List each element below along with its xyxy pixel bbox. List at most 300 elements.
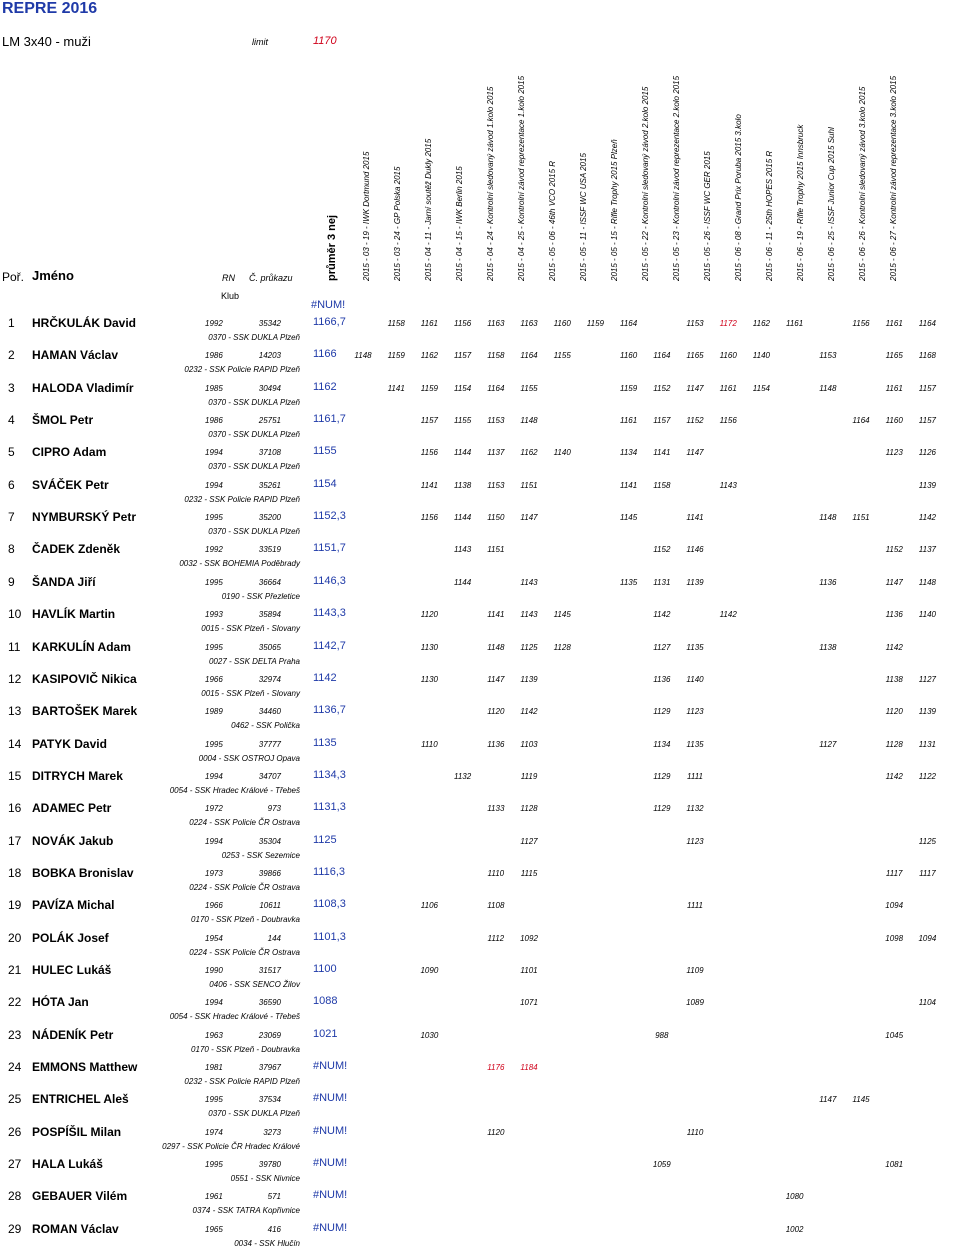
score-cell: 1131: [918, 739, 936, 749]
score-cell: 1164: [918, 319, 936, 328]
score-cell: 1110: [686, 1127, 704, 1137]
club-name: 0374 - SSK TATRA Kopřivnice: [192, 1206, 300, 1216]
competition-header: 2015 - 05 - 06 - 46th VCO 2015 R: [548, 160, 557, 281]
card-number: 37967: [258, 1063, 281, 1073]
rank-cell: 4: [8, 413, 15, 428]
table-row: [0, 639, 960, 678]
card-number: 34460: [258, 707, 281, 717]
average-score: 1166,7: [313, 316, 346, 328]
score-cell: 1160: [885, 416, 903, 426]
score-cell: 1153: [819, 351, 837, 361]
score-cell: 1094: [885, 901, 904, 911]
score-cell: 1117: [885, 868, 903, 878]
column-header-average: průměr 3 nej: [326, 214, 338, 281]
club-name: 0032 - SSK BOHEMIA Poděbrady: [179, 559, 300, 569]
score-cell: 1164: [520, 351, 538, 361]
card-number: 35065: [258, 642, 281, 652]
table-row: [0, 898, 960, 936]
score-cell: 1111: [686, 901, 703, 911]
score-cell: 1158: [387, 319, 405, 328]
average-score: #NUM!: [313, 1157, 348, 1170]
athlete-name: POLÁK Josef: [32, 930, 109, 945]
athlete-name: BARTOŠEK Marek: [32, 704, 138, 719]
score-cell: 1136: [819, 577, 837, 587]
score-cell: 1002: [785, 1224, 804, 1234]
card-number: 37108: [258, 448, 281, 458]
competition-header: 2015 - 06 - 26 - Kontrolní sledovaný závod 3.kolo 2015: [858, 86, 867, 281]
score-cell: 1162: [752, 319, 770, 328]
score-cell: 1144: [453, 448, 472, 458]
rank-cell: 9: [8, 574, 15, 589]
score-cell: 1161: [619, 416, 638, 426]
score-cell: 1139: [918, 707, 936, 717]
competition-header: 2015 - 05 - 15 - Rifle Trophy 2015 Plzeň: [610, 139, 619, 281]
table-row: [0, 348, 960, 386]
average-score: 1155: [313, 445, 337, 458]
score-cell: 1157: [918, 416, 936, 426]
score-cell: 1147: [819, 1095, 837, 1105]
average-score: #NUM!: [313, 1221, 348, 1234]
birth-year: 1989: [205, 707, 223, 717]
score-cell: 1130: [420, 642, 438, 652]
club-name: 0406 - SSK SENCO Žilov: [209, 980, 300, 989]
average-score: 1166: [313, 348, 337, 361]
score-cell: 1147: [520, 513, 538, 523]
score-cell: 1141: [387, 383, 405, 393]
club-name: 0370 - SSK DUKLA Plzeň: [208, 430, 300, 440]
score-cell: 1161: [420, 319, 438, 328]
athlete-name: EMMONS Matthew: [32, 1060, 138, 1075]
score-cell: 1148: [520, 416, 538, 426]
score-cell: 1152: [653, 545, 671, 555]
club-name: 0232 - SSK Policie RAPID Plzeň: [184, 1077, 300, 1087]
score-cell: 1164: [487, 383, 505, 393]
score-cell: 1158: [487, 351, 505, 361]
score-cell: 1045: [885, 1030, 904, 1040]
rank-cell: 2: [8, 348, 15, 363]
score-cell: 1157: [453, 351, 472, 361]
rank-cell: 10: [8, 607, 22, 622]
score-cell: 1151: [852, 513, 870, 523]
competition-header: 2015 - 04 - 11 - Jarní soutěž Dukly 2015: [424, 138, 433, 281]
athlete-name: NYMBURSKÝ Petr: [32, 510, 137, 525]
score-cell: 1127: [918, 674, 936, 684]
score-cell: 1128: [520, 804, 538, 814]
average-score: 1154: [313, 477, 337, 490]
table-row: [0, 445, 960, 483]
score-cell: 988: [655, 1030, 669, 1040]
average-score: 1101,3: [313, 930, 346, 943]
score-cell: 1159: [619, 383, 638, 393]
score-cell: 1158: [653, 480, 671, 490]
birth-year: 1986: [205, 416, 223, 426]
average-score: 1100: [313, 963, 337, 975]
rank-cell: 11: [8, 639, 21, 654]
rank-cell: 13: [8, 704, 22, 719]
birth-year: 1994: [205, 448, 223, 458]
score-cell: 1104: [918, 998, 936, 1008]
rank-cell: 5: [8, 445, 15, 460]
club-name: 0297 - SSK Policie ČR Hradec Králové: [162, 1141, 300, 1151]
score-cell: 1139: [918, 480, 936, 490]
score-cell: 1164: [653, 351, 671, 361]
score-cell: 1120: [487, 707, 505, 717]
athlete-name: KARKULÍN Adam: [32, 639, 131, 654]
score-cell: 1154: [752, 383, 770, 393]
score-cell: 1157: [420, 416, 438, 426]
score-cell: 1112: [487, 933, 505, 943]
score-cell: 1110: [487, 868, 505, 878]
competition-header: 2015 - 06 - 11 - 25th HOPES 2015 R: [765, 150, 774, 281]
score-cell: 1152: [885, 545, 903, 555]
score-cell: 1142: [653, 610, 671, 620]
club-name: 0370 - SSK DUKLA Plzeň: [208, 462, 300, 472]
birth-year: 1994: [205, 480, 223, 490]
score-cell: 1109: [686, 966, 704, 975]
card-number: 39866: [258, 868, 281, 878]
card-number: 31517: [258, 966, 281, 975]
table-row: [0, 574, 960, 613]
table-row: [0, 768, 960, 807]
score-cell: 1117: [919, 868, 936, 878]
score-cell: 1161: [885, 383, 903, 393]
average-score: 1125: [313, 833, 337, 846]
score-cell: 1131: [653, 577, 671, 587]
birth-year: 1973: [205, 868, 223, 878]
rank-cell: 21: [8, 963, 22, 977]
score-cell: 1129: [653, 804, 671, 814]
card-number: 3273: [263, 1127, 281, 1137]
score-cell: 1115: [520, 868, 538, 878]
rank-cell: 16: [8, 801, 22, 816]
column-header-card: Č. průkazu: [249, 273, 293, 283]
athlete-name: ŠMOL Petr: [32, 413, 94, 428]
rank-cell: 19: [8, 898, 22, 913]
birth-year: 1986: [205, 351, 223, 361]
club-name: 0224 - SSK Policie ČR Ostrava: [189, 882, 300, 892]
score-cell: 1156: [420, 513, 438, 523]
score-cell: 1155: [553, 351, 571, 361]
card-number: 35304: [258, 836, 281, 846]
score-cell: 1143: [520, 577, 538, 587]
column-header-name: Jméno: [32, 268, 74, 283]
score-cell: 1059: [652, 1160, 671, 1170]
athlete-name: POSPÍŠIL Milan: [32, 1124, 122, 1139]
club-name: 0170 - SSK Plzeň - Doubravka: [191, 915, 300, 925]
score-cell: 1128: [553, 642, 571, 652]
header-num-error: #NUM!: [311, 299, 346, 311]
score-cell: 1129: [653, 771, 671, 781]
card-number: 35261: [258, 480, 281, 490]
score-cell: 1135: [686, 642, 704, 652]
score-cell: 1140: [918, 610, 936, 620]
card-number: 23069: [258, 1030, 281, 1040]
score-cell: 1161: [885, 319, 903, 328]
score-cell: 1081: [885, 1160, 904, 1170]
table-row: [0, 510, 960, 548]
table-row: [0, 833, 960, 872]
table-row: [0, 1027, 960, 1066]
competition-header: 2015 - 05 - 23 - Kontrolní závod reprezentace 2.kolo 2015: [672, 75, 681, 281]
birth-year: 1966: [205, 674, 223, 684]
table-row: [0, 963, 960, 1001]
score-cell: 1163: [520, 319, 538, 328]
limit-label: limit: [252, 37, 268, 47]
score-cell: 1139: [520, 674, 538, 684]
club-name: 0232 - SSK Policie RAPID Plzeň: [184, 494, 300, 504]
club-name: 0034 - SSK Hlučín: [234, 1238, 300, 1248]
birth-year: 1961: [205, 1192, 223, 1202]
score-cell: 1138: [885, 674, 903, 684]
score-cell: 1126: [918, 448, 936, 458]
score-cell: 1125: [520, 642, 538, 652]
score-cell: 1160: [719, 351, 737, 361]
score-cell: 1147: [885, 577, 903, 587]
score-cell: 1106: [420, 901, 438, 911]
score-cell: 1184: [520, 1063, 538, 1073]
score-cell: 1129: [653, 707, 671, 717]
score-cell: 1134: [653, 739, 671, 749]
score-cell: 1127: [819, 739, 837, 749]
club-name: 0015 - SSK Plzeň - Slovany: [201, 688, 300, 698]
club-name: 0054 - SSK Hradec Králové - Třebeš: [169, 785, 300, 795]
card-number: 30494: [258, 383, 281, 393]
birth-year: 1981: [205, 1063, 223, 1073]
athlete-name: HRČKULÁK David: [32, 316, 137, 330]
athlete-name: NOVÁK Jakub: [32, 833, 114, 848]
athlete-name: HÓTA Jan: [32, 995, 89, 1010]
score-cell: 1160: [619, 351, 638, 361]
competition-header: 2015 - 05 - 26 - ISSF WC GER 2015: [703, 151, 712, 281]
score-cell: 1143: [453, 545, 472, 555]
club-name: 0190 - SSK Přezletice: [221, 591, 300, 601]
score-cell: 1094: [918, 933, 937, 943]
average-score: 1143,3: [313, 607, 346, 620]
score-cell: 1125: [918, 836, 936, 846]
table-row: [0, 413, 960, 451]
score-cell: 1144: [453, 513, 472, 523]
club-name: 0370 - SSK DUKLA Plzeň: [208, 1109, 300, 1119]
athlete-name: KASIPOVIČ Nikica: [32, 671, 137, 686]
score-cell: 1145: [852, 1095, 870, 1105]
rank-cell: 27: [8, 1157, 22, 1172]
card-number: 37777: [258, 739, 281, 749]
birth-year: 1966: [205, 901, 223, 911]
club-name: 0004 - SSK OSTROJ Opava: [198, 753, 300, 763]
score-cell: 1110: [421, 739, 438, 749]
score-cell: 1153: [686, 319, 704, 328]
birth-year: 1995: [205, 513, 223, 523]
average-score: 1161,7: [313, 413, 346, 426]
score-cell: 1156: [719, 416, 737, 426]
club-name: 0370 - SSK DUKLA Plzeň: [208, 527, 300, 537]
score-cell: 1176: [487, 1063, 505, 1073]
average-score: #NUM!: [313, 1060, 348, 1073]
score-cell: 1141: [487, 610, 505, 620]
card-number: 144: [267, 933, 281, 943]
score-cell: 1157: [918, 383, 936, 393]
score-cell: 1155: [453, 416, 472, 426]
score-cell: 1155: [520, 383, 538, 393]
table-row: [0, 1221, 960, 1260]
column-header-club: Klub: [221, 291, 240, 301]
score-cell: 1142: [885, 771, 903, 781]
table-row: [0, 1189, 960, 1227]
table-row: [0, 1060, 960, 1098]
score-cell: 1135: [686, 739, 704, 749]
birth-year: 1995: [205, 1095, 223, 1105]
card-number: 36590: [258, 998, 281, 1008]
score-cell: 1136: [487, 739, 505, 749]
club-name: 0462 - SSK Polička: [231, 721, 300, 731]
score-cell: 1140: [553, 448, 571, 458]
score-cell: 1122: [918, 771, 936, 781]
club-name: 0015 - SSK Plzeň - Slovany: [201, 624, 300, 634]
card-number: 571: [267, 1192, 281, 1202]
average-score: 1136,7: [313, 704, 346, 717]
table-row: [0, 316, 960, 354]
club-name: 0170 - SSK Plzeň - Doubravka: [191, 1044, 300, 1054]
rank-cell: 8: [8, 542, 15, 557]
table-row: [0, 930, 960, 969]
page-title: REPRE 2016: [2, 0, 98, 17]
score-cell: 1139: [686, 577, 704, 587]
column-header-year: RN: [222, 273, 235, 283]
club-name: 0224 - SSK Policie ČR Ostrava: [189, 818, 300, 828]
average-score: 1152,3: [313, 510, 346, 523]
table-row: [0, 865, 960, 904]
score-cell: 1160: [553, 319, 571, 328]
competition-header: 2015 - 06 - 27 - Kontrolní závod reprezentace 3.kolo 2015: [889, 75, 898, 281]
table-row: [0, 1092, 960, 1130]
score-cell: 1146: [686, 545, 704, 555]
score-cell: 1140: [752, 351, 770, 361]
score-cell: 1162: [520, 448, 538, 458]
score-cell: 1142: [520, 707, 538, 717]
card-number: 36664: [258, 577, 281, 587]
score-cell: 1030: [420, 1030, 439, 1040]
athlete-name: DITRYCH Marek: [32, 768, 123, 783]
score-cell: 1168: [918, 351, 936, 361]
score-cell: 1136: [885, 610, 903, 620]
rank-cell: 25: [8, 1092, 22, 1107]
score-cell: 1153: [487, 416, 505, 426]
score-cell: 1157: [653, 416, 671, 426]
average-score: 1162: [313, 380, 337, 393]
score-cell: 1145: [619, 513, 638, 523]
score-cell: 1142: [918, 513, 936, 523]
score-cell: 1140: [686, 674, 704, 684]
category-title: LM 3x40 - muži: [2, 34, 91, 49]
birth-year: 1992: [205, 545, 223, 555]
birth-year: 1993: [205, 610, 223, 620]
score-cell: 1148: [354, 351, 372, 361]
club-name: 0551 - SSK Nivnice: [230, 1174, 300, 1184]
average-score: 1021: [313, 1027, 338, 1040]
rank-cell: 22: [8, 995, 22, 1010]
average-score: 1142: [313, 671, 337, 684]
athlete-name: ADAMEC Petr: [32, 801, 112, 816]
score-cell: 1130: [420, 674, 438, 684]
score-cell: 1152: [686, 416, 704, 426]
score-cell: 1152: [653, 383, 671, 393]
birth-year: 1990: [205, 966, 223, 975]
score-cell: 1151: [487, 545, 505, 555]
card-number: 32974: [258, 674, 281, 684]
athlete-name: BOBKA Bronislav: [32, 865, 134, 880]
athlete-name: ČADEK Zdeněk: [32, 542, 121, 557]
club-name: 0253 - SSK Sezemice: [221, 850, 300, 860]
score-cell: 1090: [420, 966, 439, 975]
column-header-rank: Poř.: [2, 270, 25, 284]
score-cell: 1165: [885, 351, 903, 361]
score-cell: 1137: [918, 545, 936, 555]
birth-year: 1992: [205, 319, 223, 328]
athlete-name: PAVÍZA Michal: [32, 898, 115, 913]
score-cell: 1141: [619, 480, 638, 490]
score-cell: 1138: [453, 480, 472, 490]
athlete-name: ENTRICHEL Aleš: [32, 1092, 129, 1107]
table-row: [0, 736, 960, 775]
club-name: 0370 - SSK DUKLA Plzeň: [208, 333, 300, 342]
birth-year: 1963: [205, 1030, 223, 1040]
score-cell: 1164: [619, 319, 638, 328]
score-cell: 1164: [852, 416, 870, 426]
athlete-name: HALODA Vladimír: [32, 380, 134, 395]
competition-header: 2015 - 04 - 24 - Kontrolní sledovaný závod 1.kolo 2015: [486, 86, 495, 281]
limit-value: 1170: [313, 35, 337, 47]
score-cell: 1120: [487, 1127, 505, 1137]
birth-year: 1954: [205, 933, 223, 943]
score-cell: 1092: [520, 933, 538, 943]
competition-header: 2015 - 06 - 08 - Grand Prix Poruba 2015 3.kolo: [734, 114, 743, 281]
score-cell: 1133: [487, 804, 505, 814]
score-cell: 1147: [686, 448, 704, 458]
athlete-name: HAVLÍK Martin: [32, 607, 116, 622]
score-cell: 1148: [918, 577, 936, 587]
score-cell: 1144: [453, 577, 472, 587]
score-cell: 1156: [420, 448, 438, 458]
score-cell: 1163: [487, 319, 505, 328]
card-number: 33519: [258, 545, 281, 555]
card-number: 39780: [258, 1160, 281, 1170]
rank-cell: 24: [8, 1060, 22, 1075]
birth-year: 1974: [205, 1127, 223, 1137]
score-cell: 1119: [520, 771, 538, 781]
athlete-name: ROMAN Václav: [32, 1221, 119, 1236]
club-name: 0370 - SSK DUKLA Plzeň: [208, 397, 300, 407]
table-row: [0, 477, 960, 516]
score-cell: 1089: [686, 998, 704, 1008]
score-cell: 1111: [686, 771, 703, 781]
average-score: 1134,3: [313, 768, 346, 781]
competition-header: 2015 - 06 - 19 - Rifle Trophy 2015 Innsbruck: [796, 124, 805, 281]
score-cell: 1165: [686, 351, 704, 361]
competition-header: 2015 - 05 - 22 - Kontrolní sledovaný závod 2.kolo 2015: [641, 86, 650, 281]
score-cell: 1153: [487, 480, 505, 490]
athlete-name: NÁDENÍK Petr: [32, 1027, 114, 1042]
club-name: 0027 - SSK DELTA Praha: [208, 656, 300, 666]
score-cell: 1132: [453, 771, 472, 781]
competition-header: 2015 - 06 - 25 - ISSF Junior Cup 2015 Suhl: [827, 127, 836, 281]
score-cell: 1161: [785, 319, 804, 328]
birth-year: 1994: [205, 998, 223, 1008]
score-cell: 1172: [719, 319, 737, 328]
rank-cell: 12: [8, 671, 22, 686]
card-number: 35342: [258, 319, 281, 328]
score-cell: 1151: [520, 480, 538, 490]
score-cell: 1159: [387, 351, 405, 361]
